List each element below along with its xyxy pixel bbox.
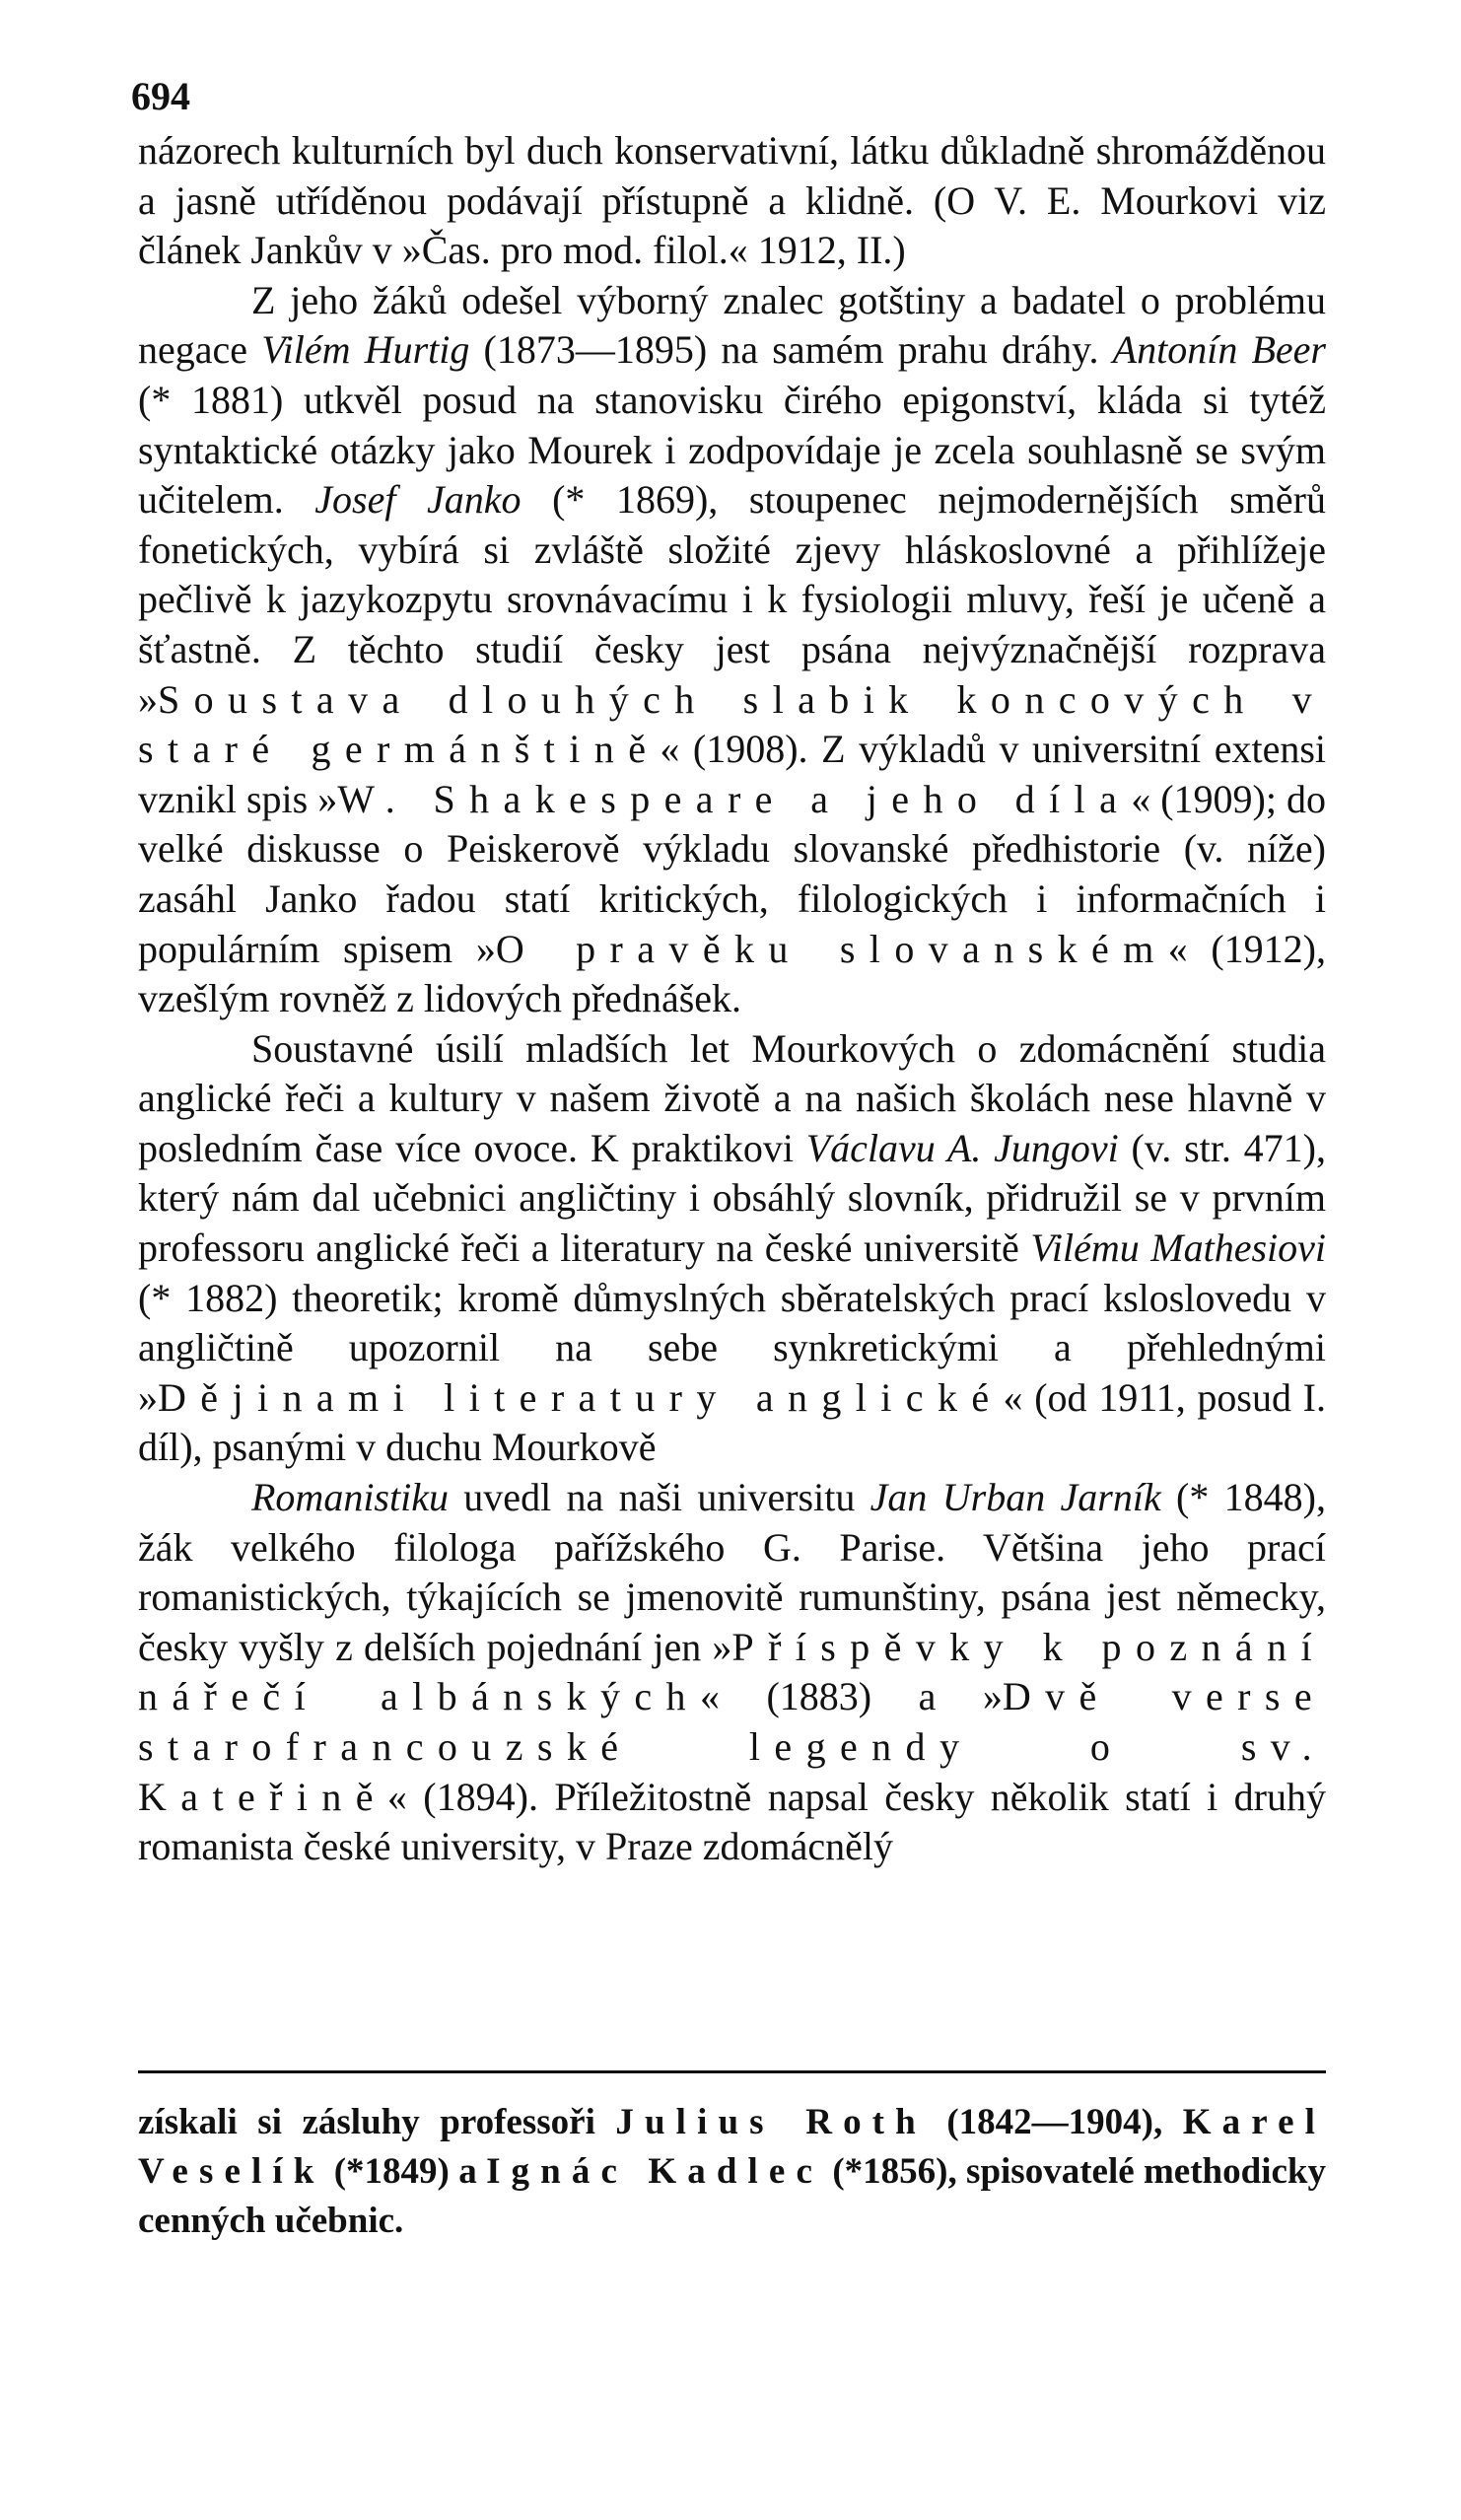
p2-text-g: (* 1869), stoupenec nejmodernějších směrů fonetických, vybírá si zvláště složité zjevy hláskoslovné a přihlížeje pečlivě k jazykozpytu srovnávacímu i k fysiologii mluvy, řeší je učeně a šťastně. Z těchto studií česky jest psána nejvýznačnější rozprava » [138,477,1326,722]
name-vaclav-jung: Václavu A. Jungovi [805,1125,1119,1170]
p3-text-c: (v. str. 471), který nám dal učebnici angličtiny i obsáhlý slovník, přidružil se v prvním professoru anglické řeči a literatury na české universitě [138,1125,1326,1271]
paragraph-1 [138,126,1326,276]
title-prispevky: Příspěvky k poznání nářečí albánských [138,1624,1326,1719]
p2-text-i: « (1908). Z výkladů v universitní extensi vznikl spis » [138,727,1327,821]
paragraph-2 [138,276,1326,1024]
footnote [138,2098,1326,2246]
p3-text-g: « (od 1911, posud I. díl), psanými v duchu Mourkově [138,1374,1326,1470]
title-dejiny-literatury: Dějinami literatury anglické [158,1374,1004,1420]
footnote-text-g: (*1856), spisovatelé methodicky cenných učebnic. [138,2151,1326,2241]
p2-text-k: « (1909); do velké diskusse o Peiskerově výkladu slovanské předhistorie (v. níže) zasáhl Janko řadou statí kritických, filologických i informačních i populárním spisem » [138,776,1326,971]
p2-text-m: « (1912), vzešlým rovněž z lidových přednášek. [138,926,1327,1021]
title-dve-verse: Dvě verse starofrancouzské legendy o sv. Kateřině [138,1674,1326,1819]
p4-text-h: « (1894). Příležitostně napsal česky několik statí i druhý romanista české university, v Praze zdomácnělý [138,1774,1326,1869]
name-vilem-hurtig: Vilém Hurtig [261,327,470,373]
name-jan-urban-jarnik: Jan Urban Jarník [870,1475,1161,1520]
p4-text-d: (* 1848), žák velkého filologa pařížského G. Parise. Většina jeho prací romanistických, týkajících se jmenovitě rumunštiny, psána jest německy, česky vyšly z delších pojednání jen » [138,1475,1326,1669]
name-ignac-kadlec: Ignác Kadlec [486,2151,823,2192]
footnote-divider [138,2070,1326,2073]
p4-text-f: « (1883) a » [699,1674,1003,1719]
name-julius-roth: Julius Roth [615,2102,927,2142]
name-vilem-mathesius: Vilému Mathesiovi [1030,1225,1326,1271]
paragraph-1-text: názorech kulturních byl duch konservativní, látku důkladně shromážděnou a jasně utříděnou podávají přístupně a klidně. (O V. E. Mourkovi viz článek Jankův v »Čas. pro mod. filol.« 1912, II.) [138,128,1326,273]
p2-text-c: (1873—1895) na samém prahu dráhy. [469,327,1113,373]
p2-text-a: Z jeho žáků odešel výborný znalec gotštiny a badatel o problému negace [138,277,1326,373]
footnote-text-e: (*1849) a [324,2151,487,2192]
p2-text-e: (* 1881) utkvěl posud na stanovisku čirého epigonství, kláda si tytéž syntaktické otázky jako Mourek i zodpovídaje je zcela souhlasně se svým učitelem. [138,377,1326,523]
title-shakespeare: W. Shakespeare a jeho díla [337,776,1132,821]
p3-text-a: Soustavné úsilí mladších let Mourkových o zdomácnění studia anglické řeči a kultury v našem životě a na našich školách nese hlavně v posledním čase více ovoce. K praktikovi [138,1025,1326,1170]
title-o-praveku: O pravěku slovanském [495,926,1168,971]
paragraph-4 [138,1473,1326,1872]
name-karel-veselik: Karel Veselík [138,2102,1326,2192]
footnote-text-c: (1842—1904), [926,2102,1183,2142]
term-romanistiku: Romanistiku [251,1475,449,1520]
footnote-text-a: získali si zásluhy professoři [138,2102,616,2142]
page-number: 694 [131,74,190,118]
p3-text-e: (* 1882) theoretik; kromě důmyslných sběratelských prací ksloslovedu v angličtině upozornil na sebe synkretickými a přehlednými » [138,1275,1326,1420]
title-soustava: Soustava dlouhých slabik koncových v staré germánštině [138,676,1326,772]
p4-text-b: uvedl na naši universitu [448,1475,870,1520]
main-text [138,126,1326,1872]
paragraph-3 [138,1024,1326,1473]
name-antonin-beer: Antonín Beer [1112,327,1326,373]
name-josef-janko: Josef Janko [314,477,522,523]
